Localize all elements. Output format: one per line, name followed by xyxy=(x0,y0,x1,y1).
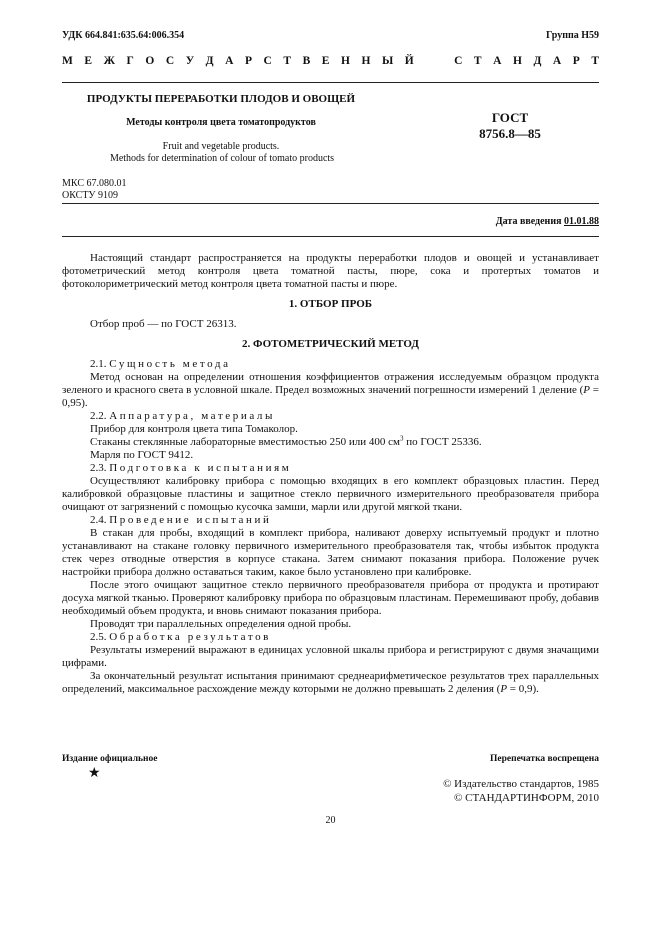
interstate-standard-banner xyxy=(62,55,599,67)
banner-letter: Р xyxy=(572,55,580,67)
banner-letter: А xyxy=(552,55,562,67)
copyright-line-1: © Издательство стандартов, 1985 xyxy=(443,778,599,790)
clause-2-5-text: За окончательный результат испытания принимают среднеарифметическое результатов трех параллельных определений, максимальное расхождение между которыми не должно превышать 2 деления (P = 0,9). xyxy=(62,670,599,695)
banner-letter: Г xyxy=(126,55,134,67)
divider xyxy=(62,82,599,83)
clause-number: 2.5. xyxy=(90,631,107,643)
clause-number: 2.3. xyxy=(90,462,107,474)
banner-letter xyxy=(425,55,428,67)
banner-letter: В xyxy=(302,55,311,67)
clause-title: Обработка результатов xyxy=(109,631,271,643)
clause-2-4-text: После этого очищают защитное стекло первичного преобразователя прибора от продукта и протирают досуха мягкой тканью. Проверяют калибровку прибора по образцовым пластинам. Перемешивают пробу, добавив необходимый объем продукта, и вновь снимают показания прибора. xyxy=(62,579,599,617)
clause-2-4-text: Проводят три параллельных определения одной пробы. xyxy=(90,618,352,630)
banner-letter: Н xyxy=(340,55,350,67)
clause-2-1-text: Метод основан на определении отношения коэффициентов отражения исследуемым образцом продукта зеленого и красного света в условной шкале. Предел возможных значений погрешности измерений 1 деление (P = 0,95). xyxy=(62,371,599,409)
banner-letter: Д xyxy=(533,55,542,67)
banner-letter: Е xyxy=(321,55,330,67)
banner-letter: О xyxy=(145,55,155,67)
star-icon: ★ xyxy=(88,766,101,781)
banner-letter: Т xyxy=(283,55,292,67)
banner-letter: С xyxy=(454,55,463,67)
effective-date-label: Дата введения xyxy=(495,216,562,227)
english-title-2: Methods for determination of colour of tomato products xyxy=(109,153,335,164)
divider xyxy=(62,236,599,237)
banner-letter: Р xyxy=(244,55,252,67)
banner-letter: Й xyxy=(404,55,414,67)
gost-number: 8756.8—85 xyxy=(479,126,541,141)
english-title-1: Fruit and vegetable products. xyxy=(162,141,280,152)
clause-title: Подготовка к испытаниям xyxy=(109,462,292,474)
mks-code: МКС 67.080.01 xyxy=(62,178,127,189)
equipment-item: Прибор для контроля цвета типа Томаколор. xyxy=(90,423,298,435)
banner-letter: М xyxy=(62,55,73,67)
clause-2-5-text: Результаты измерений выражают в единицах условной шкалы прибора и регистрируют с двумя значащими цифрами. xyxy=(62,644,599,669)
banner-letter: Н xyxy=(361,55,371,67)
banner-letter: Д xyxy=(205,55,214,67)
banner-letter: Т xyxy=(591,55,599,67)
section-1-heading: 1. ОТБОР ПРОБ xyxy=(288,298,373,310)
clause-title: Сущность метода xyxy=(109,358,231,370)
banner-letter: Е xyxy=(84,55,93,67)
clause-title: Аппаратура, материалы xyxy=(109,410,276,422)
section-2-heading: 2. ФОТОМЕТРИЧЕСКИЙ МЕТОД xyxy=(242,338,419,350)
effective-date-value: 01.01.88 xyxy=(564,216,599,227)
group-code: Группа Н59 xyxy=(546,30,599,41)
copyright-line-2: © СТАНДАРТИНФОРМ, 2010 xyxy=(454,792,599,804)
banner-letter: У xyxy=(185,55,195,67)
clause-2-3-text: Осуществляют калибровку прибора с помощью входящих в его комплект образцовых пластин. Перед калибровкой образцовые пластины и защитное стекло первичного измерительного преобразователя прибора очищают от загрязнений с помощью кусочка замши, марли или другой мягкой ткани. xyxy=(62,475,599,513)
reprint-prohibited-note: Перепечатка воспрещена xyxy=(489,754,599,764)
equipment-item: Стаканы стеклянные лабораторные вместимостью 250 или 400 $см^3$ по ГОСТ 25336. xyxy=(90,434,482,448)
equipment-item: Марля по ГОСТ 9412. xyxy=(90,449,194,461)
gost-label: ГОСТ xyxy=(491,110,529,125)
okstu-code: ОКСТУ 9109 xyxy=(62,190,119,201)
classification-codes xyxy=(62,178,126,202)
intro-paragraph: Настоящий стандарт распространяется на продукты переработки плодов и овощей и устанавливает фотометрический метод контроля цвета томатной пасты, пюре, сока и протертых томатов и фотоколориметрический метод контроля цвета томатной пасты и пюре. xyxy=(62,252,599,290)
clause-2-4-text: В стакан для пробы, входящий в комплект прибора, наливают доверху испытуемый продукт и плотно устанавливают на стакане головку первичного измерительного преобразователя так, чтобы избыток продукта стек через отводные отверстия в корпусе стакана. Затем снимают показания прибора. Положение ручек настройки прибора должно оставаться таким, какое было установлено при калибровке. xyxy=(62,527,599,578)
banner-letter xyxy=(440,55,443,67)
banner-letter: С xyxy=(263,55,272,67)
banner-letter: Н xyxy=(512,55,522,67)
udk-code: УДК 664.841:635.64:006.354 xyxy=(62,30,185,41)
banner-letter: Т xyxy=(473,55,482,67)
page-number: 20 xyxy=(325,815,336,826)
clause-2-1-heading xyxy=(62,358,599,371)
document-title: ПРОДУКТЫ ПЕРЕРАБОТКИ ПЛОДОВ И ОВОЩЕЙ xyxy=(86,93,356,105)
clause-2-3-heading xyxy=(62,462,599,475)
clause-2-2-heading xyxy=(62,410,599,423)
clause-title: Проведение испытаний xyxy=(109,514,272,526)
banner-letter: А xyxy=(225,55,234,67)
official-edition-note: Издание официальное xyxy=(62,754,158,764)
clause-2-4-heading xyxy=(62,514,599,527)
clause-number: 2.1. xyxy=(90,358,107,370)
banner-letter: Ы xyxy=(381,55,394,67)
clause-number: 2.4. xyxy=(90,514,107,526)
banner-letter: Ж xyxy=(103,55,115,67)
clause-2-5-heading xyxy=(62,631,599,644)
banner-letter: А xyxy=(493,55,502,67)
document-body xyxy=(62,252,599,696)
banner-letter: С xyxy=(165,55,175,67)
section-1-text: Отбор проб — по ГОСТ 26313. xyxy=(90,318,237,330)
clause-number: 2.2. xyxy=(90,410,107,422)
effective-date xyxy=(496,216,599,227)
document-subtitle: Методы контроля цвета томатопродуктов xyxy=(126,117,316,128)
divider xyxy=(62,203,599,204)
